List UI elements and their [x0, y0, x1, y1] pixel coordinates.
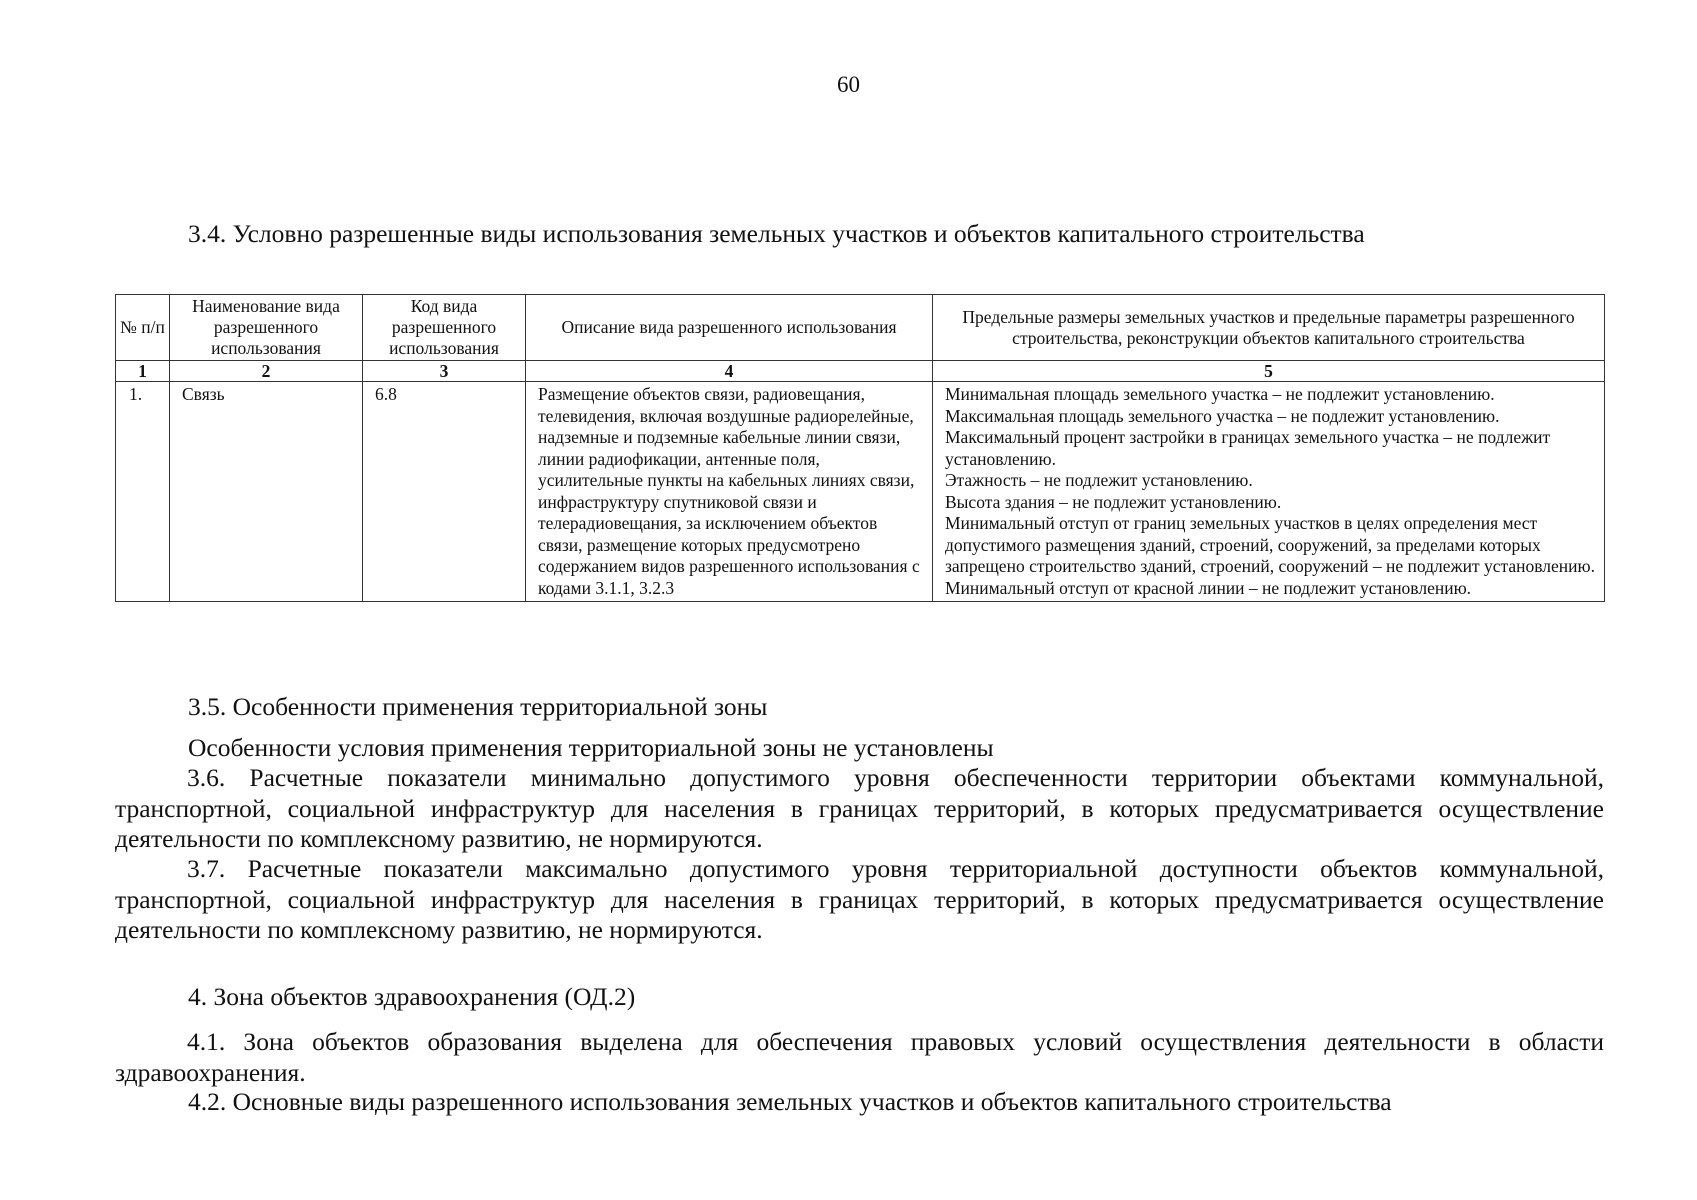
section-3-5-text: Особенности условия применения территориальной зоны не установлены [188, 733, 994, 762]
page-number: 60 [837, 72, 860, 97]
row-parameters [933, 382, 1605, 602]
section-4-1-paragraph: 4.1. Зона объектов образования выделена для обеспечения правовых условий осуществления деятельности в области здравоохранения. [115, 1027, 1604, 1087]
parameter-line: Минимальная площадь земельного участка – не подлежит установлению. [945, 384, 1495, 404]
section-3-5-title: 3.5. Особенности применения территориальной зоны [188, 692, 768, 721]
column-number-2: 2 [170, 361, 363, 382]
parameter-line: Этажность – не подлежит установлению. [945, 470, 1253, 490]
column-number-1: 1 [116, 361, 170, 382]
header-use-name: Наименование вида разрешенного использования [170, 295, 363, 361]
column-number-3: 3 [363, 361, 526, 382]
row-use-name: Связь [170, 382, 363, 602]
header-use-code: Код вида разрешенного использования [363, 295, 526, 361]
row-use-code: 6.8 [363, 382, 526, 602]
row-number: 1. [116, 382, 170, 602]
section-3-6-paragraph: 3.6. Расчетные показатели минимально допустимого уровня обеспеченности территории объектами коммунальной, транспортной, социальной инфраструктур для населения в границах территорий, в которых предусматривается осуществление деятельности по комплексному развитию, не нормируются. [115, 763, 1604, 853]
column-number-4: 4 [526, 361, 933, 382]
parameter-line: Максимальная площадь земельного участка – не подлежит установлению. [945, 405, 1500, 426]
header-use-description: Описание вида разрешенного использования [526, 295, 933, 361]
parameter-line: Максимальный процент застройки в границах земельного участка – не подлежит установлению. [945, 427, 1551, 469]
header-number: № п/п [116, 295, 170, 361]
table-row [116, 382, 1605, 602]
section-3-7-paragraph: 3.7. Расчетные показатели максимально допустимого уровня территориальной доступности объектов коммунальной, транспортной, социальной инфраструктур для населения в границах территорий, в которых предусматривается осуществление деятельности по комплексному развитию, не нормируются. [115, 854, 1604, 944]
permitted-use-table [115, 294, 1605, 602]
parameter-line: Высота здания – не подлежит установлению. [945, 491, 1282, 512]
header-parameters: Предельные размеры земельных участков и предельные параметры разрешенного строительства, реконструкции объектов капитального строительства [933, 295, 1605, 361]
row-use-description: Размещение объектов связи, радиовещания, телевидения, включая воздушные радиорелейные, надземные и подземные кабельные линии связи, линии радиофикации, антенные поля, усилительные пункты на кабельных линиях связи, инфраструктуру спутниковой связи и телерадиовещания, за исключением объектов связи, размещение которых предусмотрено содержанием видов разрешенного использования с кодами 3.1.1, 3.2.3 [526, 382, 933, 602]
parameter-line: Минимальный отступ от границ земельных участков в целях определения мест допустимого размещения зданий, строений, сооружений, за пределами которых запрещено строительство зданий, строений, сооружений – не подлежит установлению. [945, 513, 1595, 576]
parameter-line: Минимальный отступ от красной линии – не подлежит установлению. [945, 577, 1472, 598]
section-4-title: 4. Зона объектов здравоохранения (ОД.2) [188, 982, 636, 1011]
section-3-4-title: 3.4. Условно разрешенные виды использования земельных участков и объектов капитального строительства [188, 219, 1365, 248]
section-4-2-paragraph: 4.2. Основные виды разрешенного использования земельных участков и объектов капитального строительства [188, 1087, 1392, 1116]
column-number-5: 5 [933, 361, 1605, 382]
